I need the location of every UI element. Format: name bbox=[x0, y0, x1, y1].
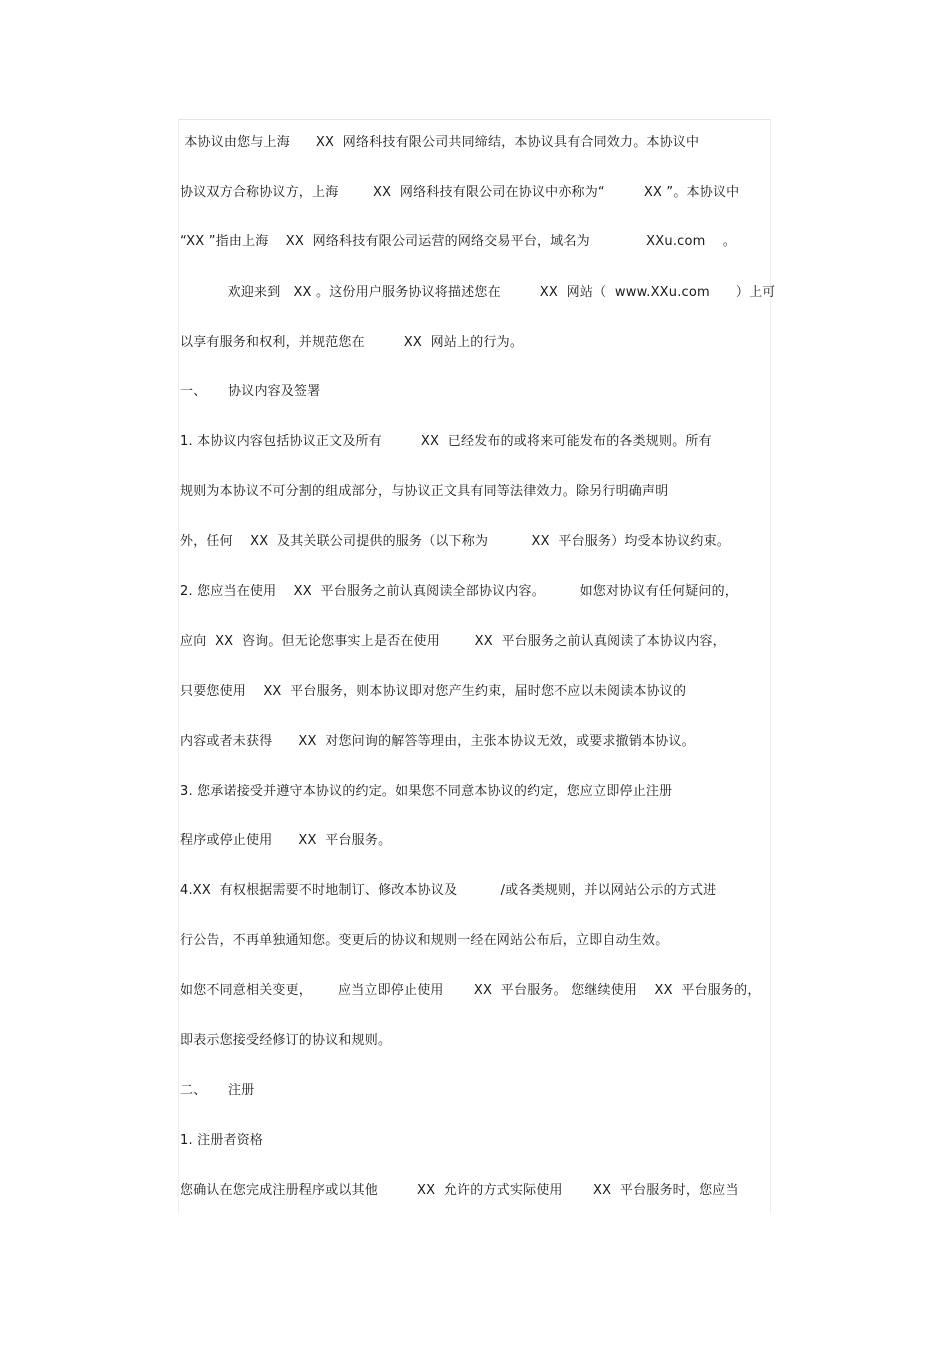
text-line: 协议双方合称协议方，上海 XX 网络科技有限公司在协议中亦称为“ XX ”。本协议中 bbox=[180, 185, 740, 200]
text-line: 即表示您接受经修订的协议和规则。 bbox=[180, 1033, 392, 1048]
text-line: 外，任何 XX 及其关联公司提供的服务（以下称为 XX 平台服务）均受本协议约束。 bbox=[180, 534, 731, 549]
text-line: 应向 XX 咨询。但无论您事实上是否在使用 XX 平台服务之前认真阅读了本协议内容， bbox=[180, 634, 726, 649]
text-line: 规则为本协议不可分割的组成部分，与协议正文具有同等法律效力。除另行明确声明 bbox=[180, 484, 669, 499]
text-line: 程序或停止使用 XX 平台服务。 bbox=[180, 833, 392, 848]
text-line: 内容或者未获得 XX 对您问询的解答等理由，主张本协议无效，或要求撤销本协议。 bbox=[180, 734, 695, 749]
section-heading: 二、 注册 bbox=[180, 1083, 255, 1098]
text-line: 行公告，不再单独通知您。变更后的协议和规则一经在网站公布后，立即自动生效。 bbox=[180, 933, 669, 948]
text-line: 您确认在您完成注册程序或以其他 XX 允许的方式实际使用 XX 平台服务时，您应当 bbox=[180, 1183, 739, 1198]
text-line: 只要您使用 XX 平台服务，则本协议即对您产生约束，届时您不应以未阅读本协议的 bbox=[180, 684, 687, 699]
text-line: 本协议由您与上海 XX 网络科技有限公司共同缔结，本协议具有合同效力。本协议中 bbox=[180, 135, 700, 150]
text-line: 4.XX 有权根据需要不时地制订、修改本协议及 /或各类规则，并以网站公示的方式进 bbox=[180, 883, 717, 898]
section-heading: 一、 协议内容及签署 bbox=[180, 384, 321, 399]
page-frame bbox=[178, 119, 771, 1214]
text-line: 以享有服务和权利，并规范您在 XX 网站上的行为。 bbox=[180, 335, 524, 350]
text-line: 1. 本协议内容包括协议正文及所有 XX 已经发布的或将来可能发布的各类规则。所有 bbox=[180, 434, 712, 449]
text-line: 如您不同意相关变更， 应当立即停止使用 XX 平台服务。 您继续使用 XX 平台服务的， bbox=[180, 983, 761, 998]
text-line: 2. 您应当在使用 XX 平台服务之前认真阅读全部协议内容。 如您对协议有任何疑问的， bbox=[180, 584, 739, 599]
text-line: “XX ”指由上海 XX 网络科技有限公司运营的网络交易平台，域名为 XXu.com 。 bbox=[180, 234, 737, 249]
text-line: 欢迎来到 XX 。这份用户服务协议将描述您在 XX 网站（ www.XXu.com ）上可 bbox=[180, 285, 776, 300]
subsection-heading: 1. 注册者资格 bbox=[180, 1133, 264, 1148]
text-line: 3. 您承诺接受并遵守本协议的约定。如果您不同意本协议的约定，您应立即停止注册 bbox=[180, 784, 673, 799]
